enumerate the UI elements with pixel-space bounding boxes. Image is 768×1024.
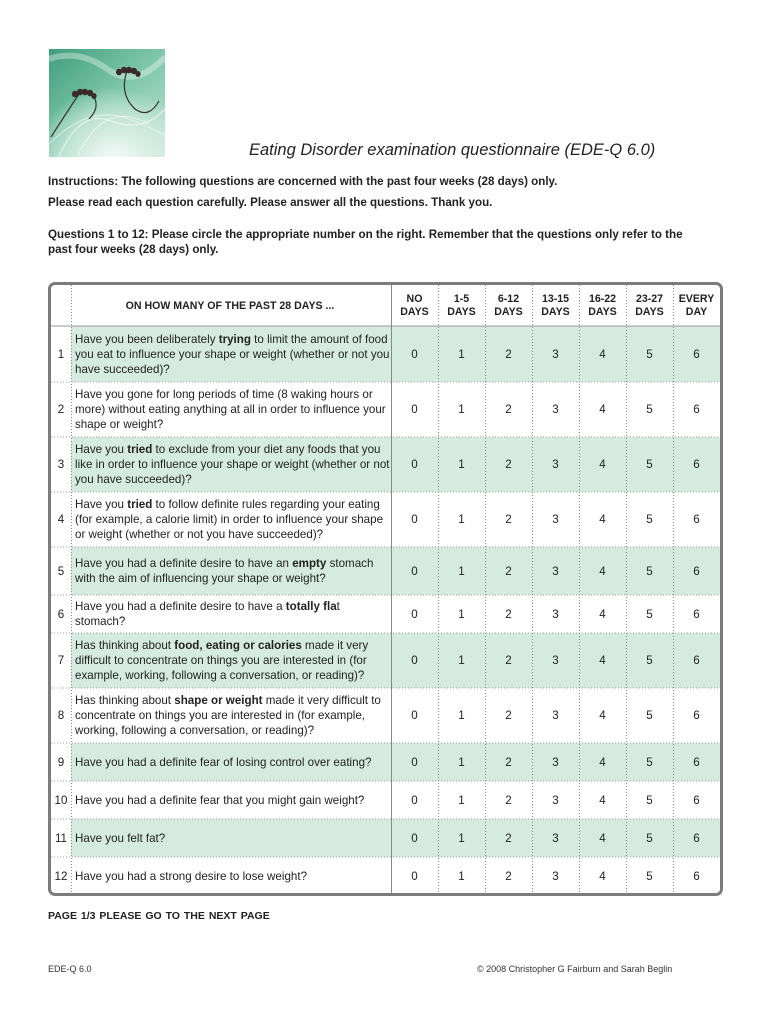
answer-option[interactable]: 1 — [458, 869, 465, 883]
answer-option[interactable]: 2 — [505, 607, 512, 621]
answer-option[interactable]: 2 — [505, 403, 512, 416]
column-header-bottom: DAYS — [447, 305, 476, 318]
question-text: Have you been deliberately trying to limit the amount of food you eat to influence your shape or weight (whether or not you have succeeded)? — [75, 332, 390, 376]
question-text: Have you gone for long periods of time (8 waking hours or more) without eating anything at all in order to influence your shape or weight? — [75, 388, 386, 431]
question-text: Have you had a strong desire to lose weight? — [75, 869, 308, 883]
column-header-bottom: DAY — [685, 305, 708, 318]
column-header-top: 13-15 — [541, 292, 570, 305]
answer-option[interactable]: 2 — [505, 793, 512, 807]
answer-option[interactable]: 4 — [599, 654, 606, 667]
question-number: 5 — [57, 564, 65, 578]
answer-option[interactable]: 0 — [411, 654, 418, 667]
answer-option[interactable]: 5 — [646, 831, 653, 845]
question-row — [51, 595, 720, 633]
answer-option[interactable]: 5 — [646, 869, 653, 883]
answer-option[interactable]: 6 — [693, 709, 700, 722]
answer-option[interactable]: 4 — [599, 755, 606, 769]
column-header-bottom: DAYS — [400, 305, 429, 318]
instructions-line-3: Questions 1 to 12: Please circle the appropriate number on the right. Remember that the questions only refer to the past four weeks (28 days) only. — [48, 228, 683, 256]
column-header — [532, 285, 579, 326]
question-number: 2 — [57, 403, 65, 416]
answer-option[interactable]: 1 — [458, 755, 465, 769]
answer-option[interactable]: 5 — [646, 793, 653, 807]
answer-option[interactable]: 5 — [646, 654, 653, 667]
question-row — [51, 857, 720, 895]
column-header-bottom: DAYS — [494, 305, 523, 318]
answer-option[interactable]: 6 — [693, 513, 700, 526]
question-row — [51, 633, 720, 688]
answer-option[interactable]: 0 — [411, 755, 418, 769]
question-row — [51, 547, 720, 595]
question-number: 10 — [54, 793, 68, 807]
answer-option[interactable]: 2 — [505, 831, 512, 845]
question-row — [51, 743, 720, 781]
answer-option[interactable]: 1 — [458, 458, 465, 471]
answer-option[interactable]: 4 — [599, 513, 606, 526]
answer-option[interactable]: 2 — [505, 755, 512, 769]
question-text: Has thinking about shape or weight made it very difficult to concentrate on things you are interested in (for example, working, following a conversation, or reading)? — [75, 694, 381, 737]
question-row — [51, 437, 720, 492]
column-header-top: 16-22 — [588, 292, 617, 305]
answer-option[interactable]: 6 — [693, 458, 700, 471]
question-text: Have you tried to follow definite rules regarding your eating (for example, a calorie limit) in order to influence your shape or weight (whether or not you have succeeded)? — [75, 498, 384, 541]
column-header-bottom: DAYS — [541, 305, 570, 318]
answer-option[interactable]: 0 — [411, 564, 418, 578]
answer-option[interactable]: 3 — [552, 654, 559, 667]
answer-option[interactable]: 6 — [693, 403, 700, 416]
question-text: Have you had a definite fear that you might gain weight? — [75, 793, 365, 807]
column-header-top: EVERY — [678, 292, 715, 305]
footer-left: EDE-Q 6.0 — [48, 964, 92, 974]
page-note: PAGE 1/3 PLEASE GO TO THE NEXT PAGE — [48, 910, 270, 922]
answer-option[interactable]: 0 — [411, 607, 418, 621]
answer-option[interactable]: 5 — [646, 564, 653, 578]
answer-option[interactable]: 1 — [458, 709, 465, 722]
question-number: 1 — [57, 347, 65, 361]
question-number: 11 — [54, 831, 68, 845]
answer-option[interactable]: 2 — [505, 869, 512, 883]
answer-option[interactable]: 4 — [599, 564, 606, 578]
question-number: 9 — [57, 755, 65, 769]
question-row — [51, 819, 720, 857]
answer-option[interactable]: 0 — [411, 513, 418, 526]
answer-option[interactable]: 1 — [458, 607, 465, 621]
answer-option[interactable]: 5 — [646, 458, 653, 471]
question-row — [51, 781, 720, 819]
answer-option[interactable]: 0 — [411, 347, 418, 361]
answer-option[interactable]: 5 — [646, 755, 653, 769]
column-header — [579, 285, 626, 326]
question-number: 12 — [54, 869, 68, 883]
answer-option[interactable]: 0 — [411, 458, 418, 471]
answer-option[interactable]: 3 — [552, 793, 559, 807]
answer-option[interactable]: 0 — [411, 869, 418, 883]
answer-option[interactable]: 4 — [599, 709, 606, 722]
answer-option[interactable]: 4 — [599, 347, 606, 361]
question-row — [51, 326, 720, 382]
question-number: 8 — [57, 709, 65, 722]
answer-option[interactable]: 3 — [552, 403, 559, 416]
answer-option[interactable]: 5 — [646, 513, 653, 526]
answer-option[interactable]: 6 — [693, 654, 700, 667]
answer-option[interactable]: 5 — [646, 403, 653, 416]
column-header-top: 6-12 — [497, 292, 520, 305]
question-number: 7 — [57, 654, 65, 667]
answer-option[interactable]: 4 — [599, 458, 606, 471]
answer-option[interactable]: 3 — [552, 458, 559, 471]
answer-option[interactable]: 1 — [458, 347, 465, 361]
answer-option[interactable]: 4 — [599, 831, 606, 845]
answer-option[interactable]: 0 — [411, 831, 418, 845]
answer-option[interactable]: 6 — [693, 831, 700, 845]
answer-option[interactable]: 2 — [505, 564, 512, 578]
question-row — [51, 688, 720, 743]
answer-option[interactable]: 4 — [599, 869, 606, 883]
answer-option[interactable]: 4 — [599, 403, 606, 416]
answer-option[interactable]: 1 — [458, 831, 465, 845]
answer-option[interactable]: 0 — [411, 793, 418, 807]
question-text: Have you had a definite desire to have an empty stomach with the aim of influencing your shape or weight? — [75, 557, 374, 585]
question-number: 6 — [57, 607, 65, 621]
column-header — [391, 285, 438, 326]
answer-option[interactable]: 1 — [458, 564, 465, 578]
logo-illustration — [49, 49, 165, 157]
instructions-line-2: Please read each question carefully. Please answer all the questions. Thank you. — [48, 196, 493, 209]
logo — [49, 49, 165, 157]
question-text: Have you felt fat? — [75, 831, 166, 845]
column-header-top: 23-27 — [635, 292, 664, 305]
column-header — [626, 285, 673, 326]
answer-option[interactable]: 5 — [646, 607, 653, 621]
answer-option[interactable]: 3 — [552, 347, 559, 361]
answer-option[interactable]: 3 — [552, 831, 559, 845]
answer-option[interactable]: 1 — [458, 654, 465, 667]
answer-option[interactable]: 6 — [693, 347, 700, 361]
questionnaire-table — [48, 282, 723, 896]
question-text: Have you tried to exclude from your diet any foods that you like in order to influence your shape or weight (whether or not you have succeeded)? — [75, 443, 390, 486]
footer-right: © 2008 Christopher G Fairburn and Sarah Beglin — [477, 964, 673, 974]
answer-option[interactable]: 2 — [505, 513, 512, 526]
question-row — [51, 382, 720, 437]
answer-option[interactable]: 3 — [552, 869, 559, 883]
answer-option[interactable]: 6 — [693, 793, 700, 807]
answer-option[interactable]: 6 — [693, 755, 700, 769]
answer-option[interactable]: 1 — [458, 793, 465, 807]
question-text: Have you had a definite fear of losing control over eating? — [75, 755, 372, 769]
page-title: Eating Disorder examination questionnaire (EDE-Q 6.0) — [249, 141, 656, 159]
answer-option[interactable]: 1 — [458, 513, 465, 526]
column-header-top: NO — [406, 292, 423, 305]
question-number: 4 — [57, 513, 65, 526]
answer-option[interactable]: 2 — [505, 654, 512, 667]
answer-option[interactable]: 3 — [552, 607, 559, 621]
column-header-bottom: DAYS — [588, 305, 617, 318]
answer-option[interactable]: 1 — [458, 403, 465, 416]
answer-option[interactable]: 3 — [552, 755, 559, 769]
answer-option[interactable]: 6 — [693, 564, 700, 578]
answer-option[interactable]: 2 — [505, 458, 512, 471]
answer-option[interactable]: 3 — [552, 513, 559, 526]
answer-option[interactable]: 5 — [646, 709, 653, 722]
column-header-bottom: DAYS — [635, 305, 664, 318]
answer-option[interactable]: 6 — [693, 869, 700, 883]
question-column-header: ON HOW MANY OF THE PAST 28 DAYS ... — [125, 299, 335, 312]
answer-option[interactable]: 0 — [411, 403, 418, 416]
answer-option[interactable]: 2 — [505, 347, 512, 361]
answer-option[interactable]: 6 — [693, 607, 700, 621]
question-number: 3 — [57, 458, 65, 471]
column-header — [673, 285, 720, 326]
question-text: Has thinking about food, eating or calories made it very difficult to concentrate on things you are interested in (for example, working, following a conversation, or reading)? — [75, 639, 369, 682]
answer-option[interactable]: 5 — [646, 347, 653, 361]
answer-option[interactable]: 4 — [599, 793, 606, 807]
column-header — [438, 285, 485, 326]
instructions-line-1: Instructions: The following questions are concerned with the past four weeks (28 days) only. — [48, 175, 558, 188]
answer-option[interactable]: 4 — [599, 607, 606, 621]
answer-option[interactable]: 2 — [505, 709, 512, 722]
answer-option[interactable]: 3 — [552, 709, 559, 722]
answer-option[interactable]: 3 — [552, 564, 559, 578]
answer-option[interactable]: 0 — [411, 709, 418, 722]
column-header — [485, 285, 532, 326]
question-text: Have you had a definite desire to have a totally flat stomach? — [75, 600, 340, 628]
question-row — [51, 492, 720, 547]
column-header-top: 1-5 — [453, 292, 470, 305]
